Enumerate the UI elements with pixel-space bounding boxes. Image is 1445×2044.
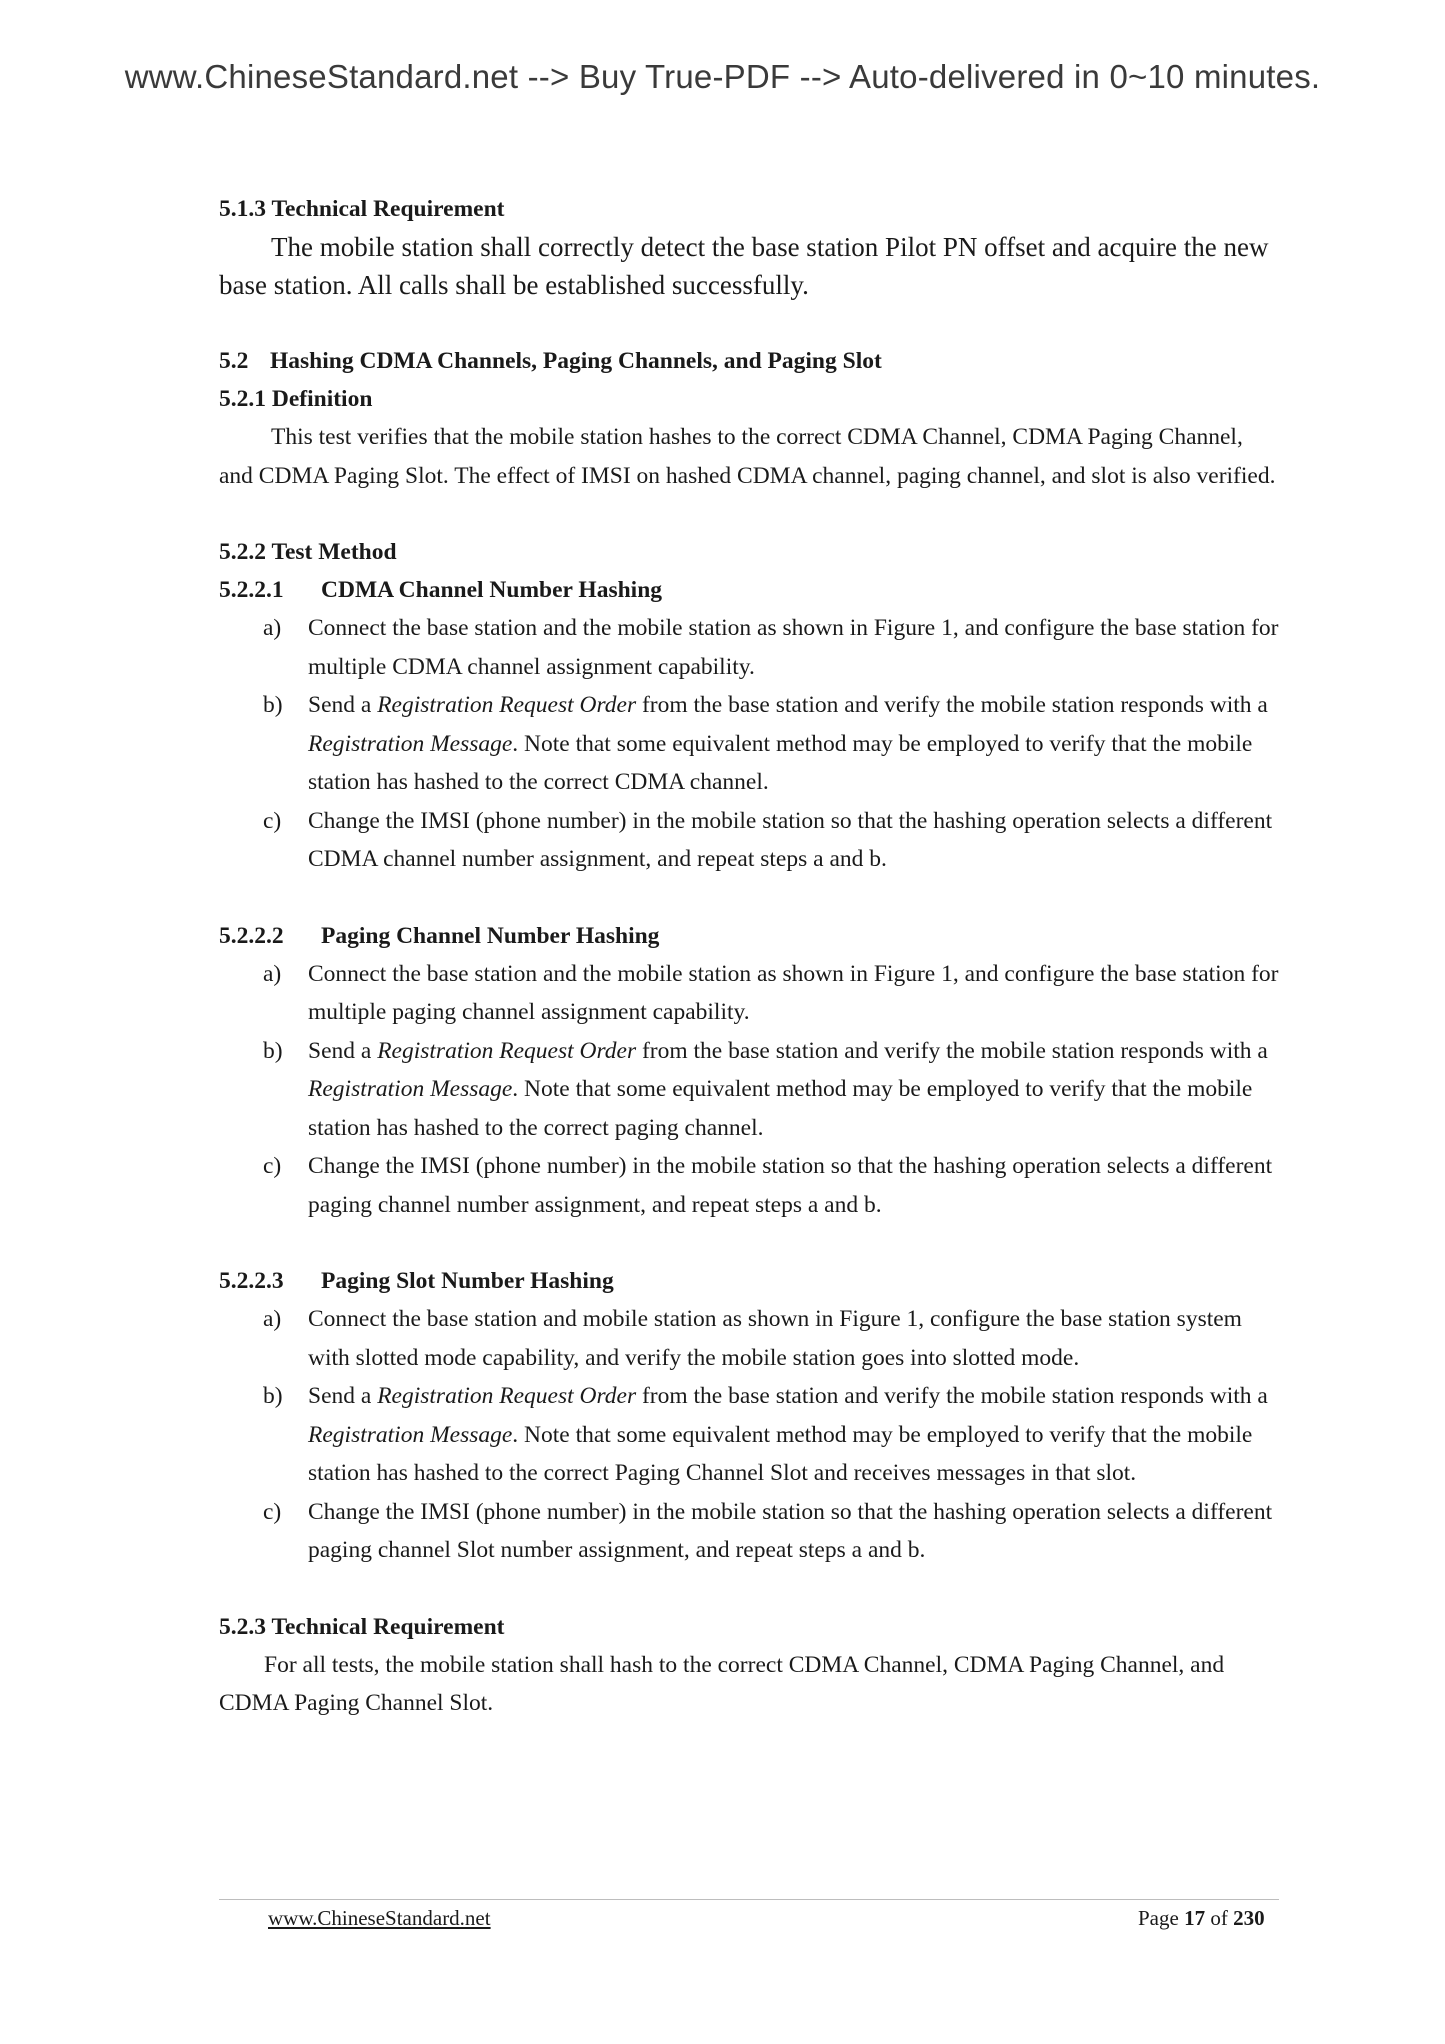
current-page: 17	[1184, 1906, 1206, 1930]
steps-5-2-2-1	[219, 609, 1279, 879]
list-item-text: Send a	[308, 1037, 378, 1064]
list-item-text: Connect the base station and the mobile station as shown in Figure 1, and configure the base station for multiple CDMA channel assignment capability.	[308, 615, 1279, 680]
footer-website-link[interactable]: www.ChineseStandard.net	[268, 1906, 491, 1930]
heading-5-2-2-3-title: Paging Slot Number Hashing	[321, 1268, 614, 1294]
list-item	[219, 1032, 1279, 1148]
heading-5-2-2-2-number: 5.2.2.2	[219, 922, 284, 949]
total-pages: 230	[1233, 1906, 1265, 1930]
document-body	[219, 190, 1279, 1723]
heading-5-2-2-1-title: CDMA Channel Number Hashing	[321, 577, 663, 603]
list-item	[219, 955, 1279, 1032]
list-item-text: Change the IMSI (phone number) in the mobile station so that the hashing operation selects a different CDMA channel number assignment, and repeat steps a and b.	[308, 807, 1273, 872]
list-marker: a)	[263, 1306, 282, 1332]
list-marker: a)	[263, 960, 282, 987]
list-item	[219, 609, 1279, 686]
message-name-italic: Registration Request Order	[377, 692, 637, 718]
paragraph-5-2-3: For all tests, the mobile station shall hash to the correct CDMA Channel, CDMA Paging Channel, and CDMA Paging Channel Slot.	[219, 1651, 1225, 1716]
list-marker: c)	[263, 1153, 282, 1179]
heading-5-2-3: 5.2.3 Technical Requirement	[219, 1613, 505, 1640]
list-marker: c)	[263, 1498, 282, 1525]
list-item-text: Connect the base station and the mobile station as shown in Figure 1, and configure the base station for multiple paging channel assignment capability.	[308, 960, 1279, 1025]
heading-5-2-2-2-title: Paging Channel Number Hashing	[321, 922, 660, 949]
list-marker: c)	[263, 807, 282, 834]
heading-5-2-number: 5.2	[219, 348, 249, 374]
list-item-text: Connect the base station and mobile station as shown in Figure 1, configure the base station system with slotted mode capability, and verify the mobile station goes into slotted mode.	[308, 1306, 1242, 1371]
paragraph-5-1-3: The mobile station shall correctly detect the base station Pilot PN offset and acquire the new base station. All calls shall be established successfully.	[219, 232, 1269, 300]
message-name-italic: Registration Message	[308, 1421, 513, 1448]
heading-5-2-2-1-number: 5.2.2.1	[219, 577, 284, 603]
list-item	[219, 686, 1279, 802]
message-name-italic: Registration Message	[308, 730, 513, 757]
heading-5-2-title: Hashing CDMA Channels, Paging Channels, and Paging Slot	[270, 348, 882, 374]
message-name-italic: Registration Request Order	[377, 1383, 637, 1409]
list-item	[219, 1147, 1279, 1224]
list-item-text: from the base station and verify the mobile station responds with a	[636, 1383, 1268, 1409]
list-item-text: . Note that some equivalent method may be employed to verify that the mobile station has hashed to the correct CDMA channel.	[308, 730, 1253, 795]
list-item	[219, 1493, 1279, 1570]
steps-5-2-2-2	[219, 955, 1279, 1225]
list-marker: b)	[263, 1037, 283, 1064]
steps-5-2-2-3	[219, 1300, 1279, 1570]
top-banner[interactable]: www.ChineseStandard.net --> Buy True-PDF --> Auto-delivered in 0~10 minutes.	[124, 58, 1321, 95]
list-item-text: . Note that some equivalent method may be employed to verify that the mobile station has hashed to the correct Paging Channel Slot and receives messages in that slot.	[308, 1421, 1253, 1486]
list-item-text: Change the IMSI (phone number) in the mobile station so that the hashing operation selects a different paging channel number assignment, and repeat steps a and b.	[308, 1153, 1273, 1218]
list-item-text: from the base station and verify the mobile station responds with a	[636, 692, 1268, 718]
list-item-text: . Note that some equivalent method may be employed to verify that the mobile station has hashed to the correct paging channel.	[308, 1076, 1253, 1141]
paragraph-5-2-1: This test verifies that the mobile station hashes to the correct CDMA Channel, CDMA Paging Channel, and CDMA Paging Slot. The effect of IMSI on hashed CDMA channel, paging channel, and slot is also verified.	[219, 424, 1276, 489]
page-number	[1138, 1906, 1265, 1931]
heading-5-2-2-2	[219, 917, 1279, 955]
heading-5-2	[219, 342, 1279, 380]
list-item-text: Send a	[308, 1383, 378, 1409]
heading-5-2-2-1	[219, 571, 1279, 609]
page-of-label: of	[1205, 1906, 1234, 1930]
list-item	[219, 802, 1279, 879]
list-marker: a)	[263, 615, 282, 641]
list-item-text: from the base station and verify the mobile station responds with a	[636, 1037, 1268, 1064]
message-name-italic: Registration Request Order	[377, 1037, 637, 1064]
heading-5-2-1: 5.2.1 Definition	[219, 386, 373, 412]
heading-5-2-2-3	[219, 1262, 1279, 1300]
message-name-italic: Registration Message	[308, 1076, 513, 1102]
list-marker: b)	[263, 692, 283, 718]
list-marker: b)	[263, 1383, 283, 1409]
list-item	[219, 1377, 1279, 1493]
heading-5-2-2: 5.2.2 Test Method	[219, 539, 397, 565]
list-item-text: Change the IMSI (phone number) in the mobile station so that the hashing operation selects a different paging channel Slot number assignment, and repeat steps a and b.	[308, 1498, 1273, 1563]
heading-5-1-3: 5.1.3 Technical Requirement	[219, 196, 505, 222]
footer-divider	[219, 1899, 1279, 1900]
heading-5-2-2-3-number: 5.2.2.3	[219, 1268, 284, 1294]
page-label: Page	[1138, 1906, 1185, 1930]
list-item-text: Send a	[308, 692, 378, 718]
list-item	[219, 1300, 1279, 1377]
